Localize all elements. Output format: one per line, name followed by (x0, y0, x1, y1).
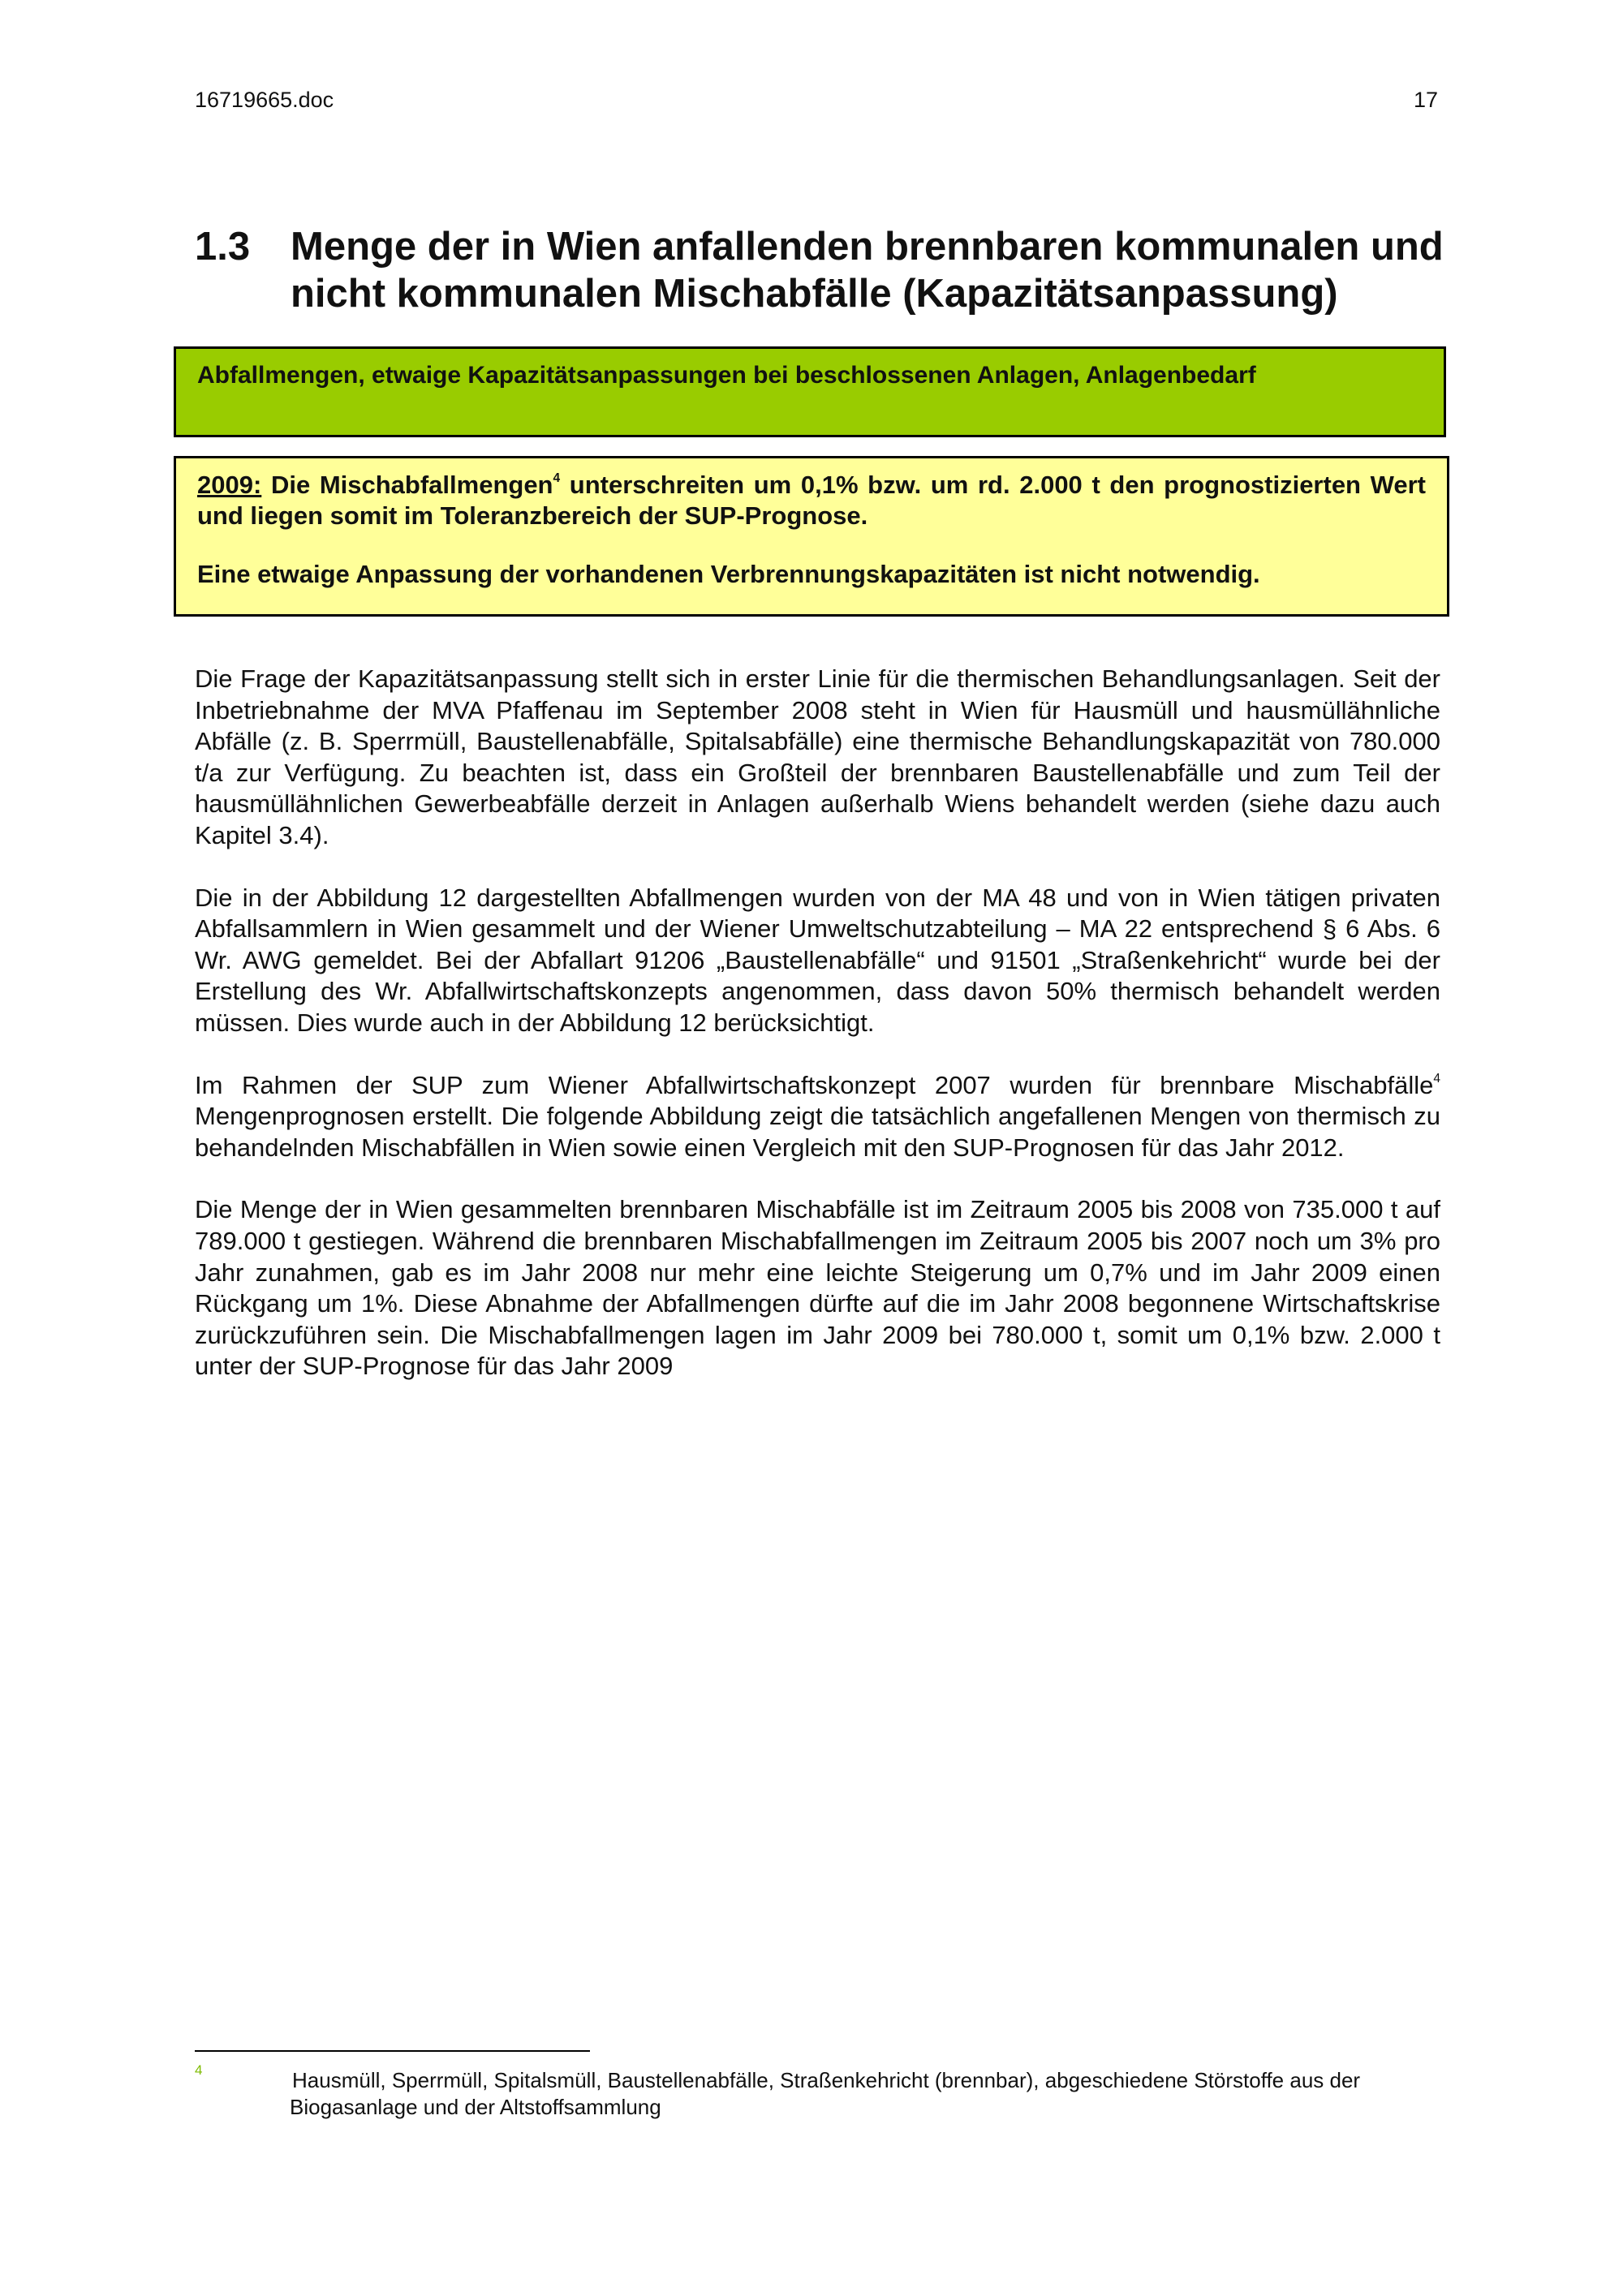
summary-year: 2009: (197, 471, 262, 499)
body-text (195, 664, 1440, 1413)
paragraph: Die Menge der in Wien gesammelten brennbaren Mischabfälle ist im Zeitraum 2005 bis 2008 von 735.000 t auf 789.000 t gestiegen. Während die brennbaren Mischabfallmengen im Zeitraum 2005 bis 2007 noch um 3% pro Jahr zunahmen, gab es im Jahr 2008 nur mehr eine leichte Steigerung um 0,7% und im Jahr 2009 einen Rückgang um 1%. Diese Abnahme der Abfallmengen dürfte auf die im Jahr 2008 begonnene Wirtschaftskrise zurückzuführen sein. Die Mischabfallmengen lagen im Jahr 2009 bei 780.000 t, somit um 0,1% bzw. 2.000 t unter der SUP-Prognose für das Jahr 2009 (195, 1195, 1440, 1381)
footnote-separator (195, 2050, 590, 2052)
document-filename: 16719665.doc (195, 88, 334, 112)
footnote-line-2: Biogasanlage und der Altstoffsammlung (290, 2095, 661, 2119)
paragraph: Die Frage der Kapazitätsanpassung stellt sich in erster Linie für die thermischen Behandlungsanlagen. Seit der Inbetriebnahme der MVA Pfaffenau im September 2008 steht in Wien für Hausmüll und hausmüllähnliche Abfälle (z. B. Sperrmüll, Baustellenabfälle, Spitalsabfälle) eine thermische Behandlungskapazität von 780.000 t/a zur Verfügung. Zu beachten ist, dass ein Großteil der brennbaren Baustellenabfälle und zum Teil der hausmüllähnlichen Gewerbeabfälle derzeit in Anlagen außerhalb Wiens behandelt werden (siehe dazu auch Kapitel 3.4). (195, 664, 1440, 849)
section-title: Menge der in Wien anfallenden brennbaren kommunalen und nicht kommunalen Mischabfälle (Kapazitätsanpassung) (291, 225, 1444, 316)
summary-box (174, 456, 1449, 617)
summary-text-a: Die Mischabfallmengen (270, 471, 553, 499)
topic-box-label: Abfallmengen, etwaige Kapazitätsanpassungen bei beschlossenen Anlagen, Anlagenbedarf (197, 362, 1256, 389)
paragraph: Die in der Abbildung 12 dargestellten Abfallmengen wurden von der MA 48 und von in Wien tätigen privaten Abfallsammlern in Wien gesammelt und der Wiener Umweltschutzabteilung – MA 22 entsprechend § 6 Abs. 6 Wr. AWG gemeldet. Bei der Abfallart 91206 „Baustellenabfälle“ und 91501 „Straßenkehricht“ wurde bei der Erstellung des Wr. Abfallwirtschaftskonzepts angenommen, dass davon 50% thermisch behandelt werden müssen. Dies wurde auch in der Abbildung 12 berücksichtigt. (195, 883, 1440, 1037)
page-number: 17 (1414, 88, 1439, 112)
summary-conclusion: Eine etwaige Anpassung der vorhandenen Verbrennungskapazitäten ist nicht notwendig. (197, 560, 1260, 588)
section-number: 1.3 (195, 225, 251, 269)
topic-box (174, 346, 1446, 437)
section-heading (195, 223, 1444, 317)
summary-paragraph (197, 470, 1426, 531)
footnote-marker: 4 (195, 2062, 203, 2078)
footnote-ref: 4 (553, 471, 561, 486)
summary-text-b: unterschreiten um 0,1% bzw. um rd. 2.000 t den prognostizierten Wert und liegen somit im Toleranzbereich der SUP-Prognose. (197, 471, 1426, 530)
footnote-line-1: Hausmüll, Sperrmüll, Spitalsmüll, Baustellenabfälle, Straßenkehricht (brennbar), abgeschiedene Störstoffe aus der (292, 2068, 1361, 2092)
paragraph-text-b: Mengenprognosen erstellt. Die folgende Abbildung zeigt die tatsächlich angefallenen Mengen von thermisch zu behandelnden Mischabfällen in Wien sowie einen Vergleich mit den SUP-Prognosen für das Jahr 2012. (195, 1102, 1440, 1162)
paragraph (195, 1070, 1440, 1164)
footnote-ref: 4 (1433, 1071, 1440, 1086)
footnote-text (292, 2067, 1444, 2121)
paragraph-text-a: Im Rahmen der SUP zum Wiener Abfallwirtschaftskonzept 2007 wurden für brennbare Mischabfälle (195, 1070, 1434, 1099)
